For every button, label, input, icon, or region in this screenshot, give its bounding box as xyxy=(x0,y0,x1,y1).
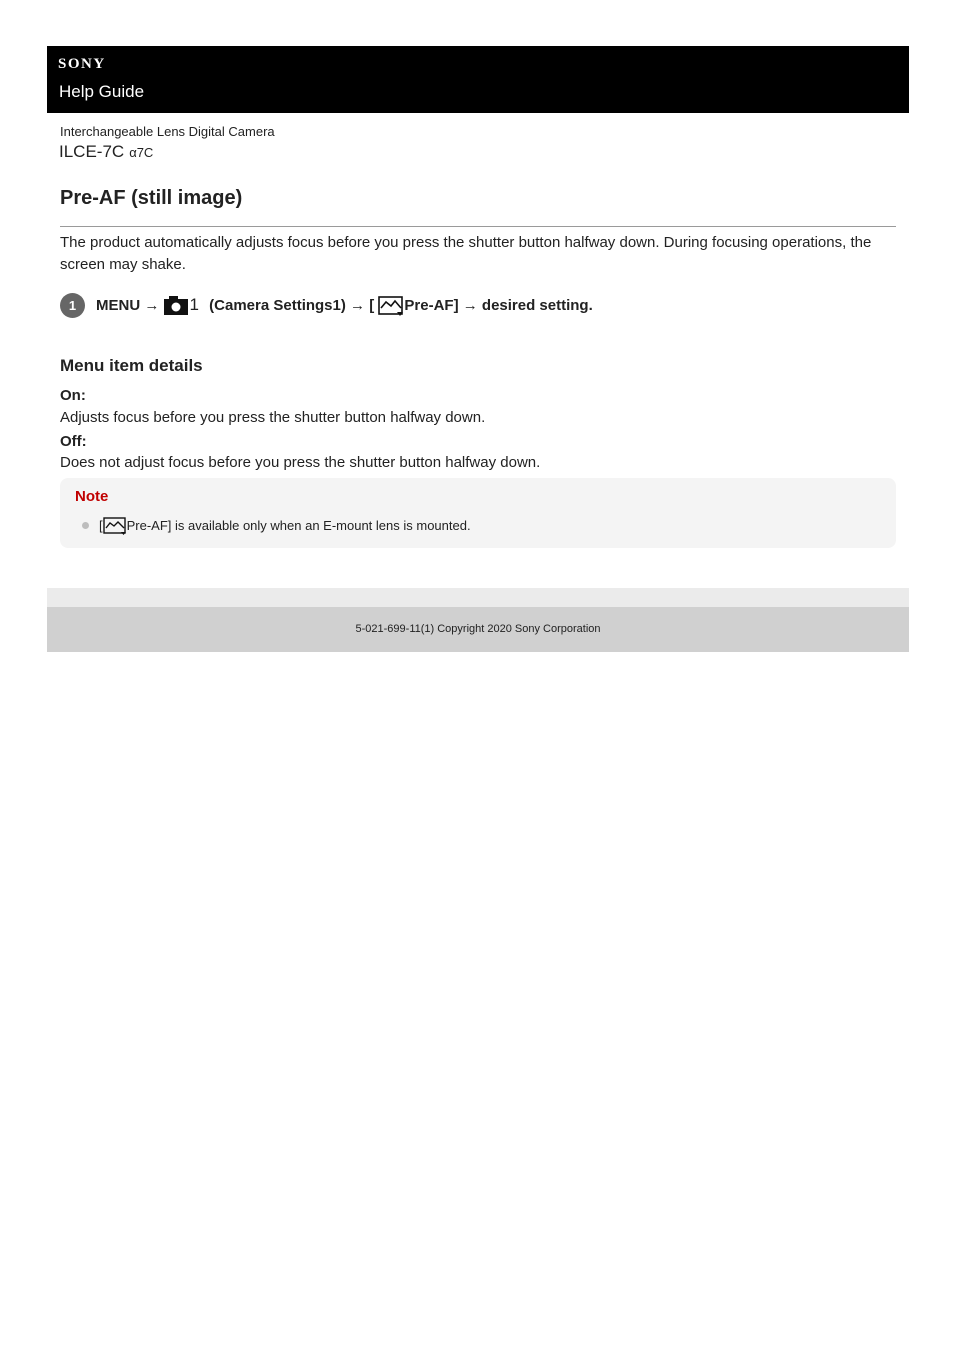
arrow: → xyxy=(350,297,366,314)
page-title: Pre-AF (still image) xyxy=(60,187,243,209)
camera-settings-label: (Camera Settings1) xyxy=(209,297,346,314)
title-divider xyxy=(60,226,896,227)
detail-desc-off: Does not adjust focus before you press the shutter button halfway down. xyxy=(60,454,541,471)
detail-term-on: On: xyxy=(60,387,86,404)
camera-settings-icon xyxy=(164,294,190,316)
bracket-open: [ xyxy=(99,518,103,533)
copyright-text: 5-021-699-11(1) Copyright 2020 Sony Corporation xyxy=(355,623,601,635)
pre-af-label: Pre-AF] xyxy=(404,297,459,314)
step-instruction xyxy=(96,294,593,316)
model-number: ILCE-7C xyxy=(59,142,125,161)
step-1 xyxy=(60,292,896,320)
note-item xyxy=(82,516,471,535)
model-alt-name: α7C xyxy=(129,145,154,160)
camera-tab-number: 1 xyxy=(189,295,199,314)
step-number-badge: 1 xyxy=(60,293,85,318)
note-text: Pre-AF] is available only when an E-mount lens is mounted. xyxy=(126,518,471,533)
model-name xyxy=(59,142,153,163)
bracket-open: [ xyxy=(369,297,375,314)
page-footer xyxy=(47,607,909,652)
menu-item-details-heading: Menu item details xyxy=(60,356,203,375)
menu-label: MENU xyxy=(96,297,141,314)
intro-paragraph: The product automatically adjusts focus before you press the shutter button halfway down. During focusing operations, the screen may shake. xyxy=(60,234,872,273)
help-guide-title[interactable]: Help Guide xyxy=(59,82,145,101)
product-category: Interchangeable Lens Digital Camera xyxy=(60,124,275,139)
still-image-icon xyxy=(103,516,127,535)
detail-term-off: Off: xyxy=(60,433,87,450)
note-box xyxy=(60,478,896,548)
detail-desc-on: Adjusts focus before you press the shutter button halfway down. xyxy=(60,409,486,426)
site-header xyxy=(47,46,909,113)
arrow: → xyxy=(144,297,160,314)
bullet-icon xyxy=(82,522,89,529)
footer-spacer xyxy=(47,588,909,607)
sony-logo[interactable]: SONY xyxy=(58,56,106,72)
still-image-icon xyxy=(378,294,404,316)
note-title: Note xyxy=(75,488,109,505)
step-ending: → desired setting. xyxy=(462,297,593,314)
